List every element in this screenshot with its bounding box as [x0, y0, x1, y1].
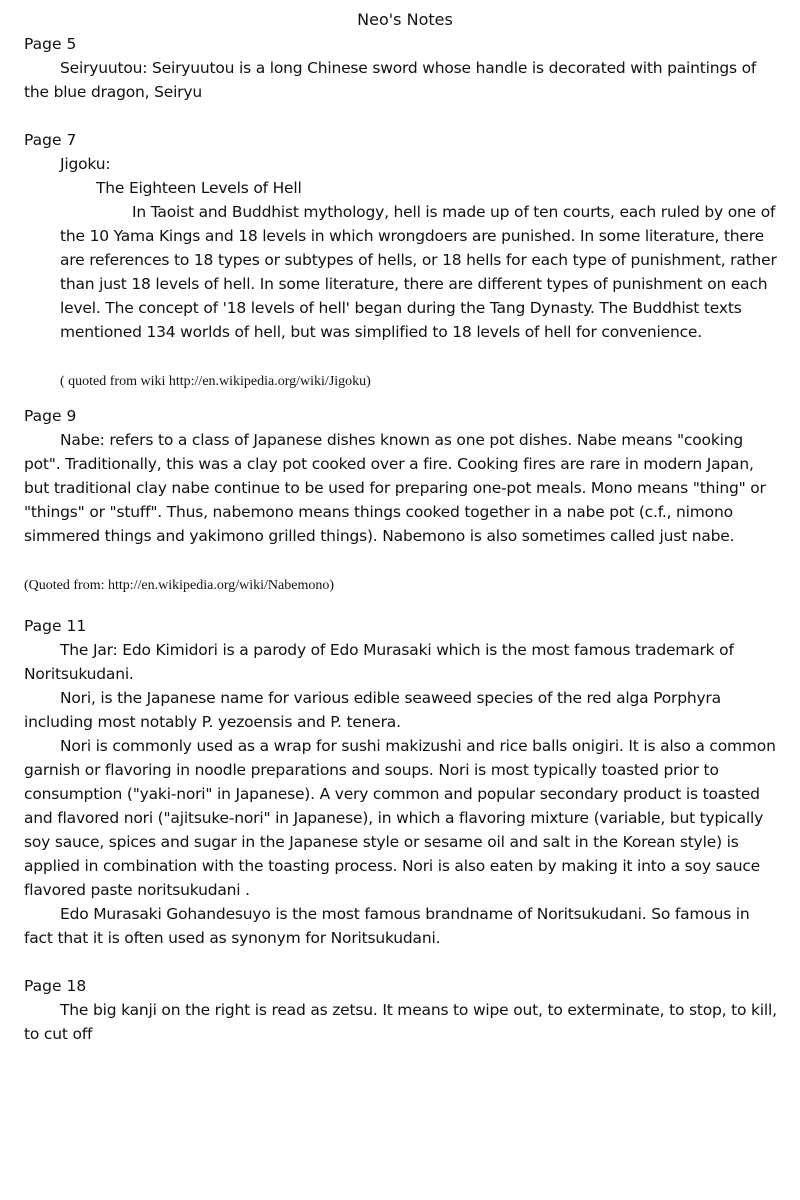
note-nori-definition: Nori, is the Japanese name for various edible seaweed species of the red alga Porphyra including most notably P. yezoensis and P. tenera. [24, 689, 721, 731]
note-jar-edo-kimidori: The Jar: Edo Kimidori is a parody of Edo Murasaki which is the most famous trademark of Noritsukudani. [24, 641, 734, 683]
section-heading-page-11: Page 11 [24, 617, 87, 635]
note-term-jigoku: Jigoku: [60, 155, 111, 173]
note-nori-usage: Nori is commonly used as a wrap for sushi makizushi and rice balls onigiri. It is also a common garnish or flavoring in noodle preparations and soups. Nori is most typically toasted prior to consumption ("yaki-nori" in Japanese). A very common and popular secondary product is toasted and flavored nori ("ajitsuke-nori" in Japanese), in which a flavoring mixture (variable, but typically soy sauce, spices and sugar in the Japanese style or sesame oil and salt in the Korean style) is applied in combination with the toasting process. Nori is also eaten by making it into a soy sauce flavored paste noritsukudani . [24, 737, 776, 899]
section-heading-page-18: Page 18 [24, 977, 87, 995]
note-nabe: Nabe: refers to a class of Japanese dishes known as one pot dishes. Nabe means "cooking pot". Traditionally, this was a clay pot cooked over a fire. Cooking fires are rare in modern Japan, but traditional clay nabe continue to be used for preparing one-pot meals. Mono means "thing" or "things" or "stuff". Thus, nabemono means things cooked together in a nabe pot (c.f., nimono simmered things and yakimono grilled things). Nabemono is also sometimes called just nabe. [24, 431, 766, 545]
document-title: Neo's Notes [357, 10, 453, 29]
note-edo-murasaki: Edo Murasaki Gohandesuyo is the most famous brandname of Noritsukudani. So famous in fact that it is often used as synonym for Noritsukudani. [24, 905, 750, 947]
note-zetsu-kanji: The big kanji on the right is read as zetsu. It means to wipe out, to exterminate, to stop, to kill, to cut off [24, 1001, 777, 1043]
quote-source-nabemono: (Quoted from: http://en.wikipedia.org/wiki/Nabemono) [24, 578, 335, 593]
section-heading-page-7: Page 7 [24, 131, 77, 149]
note-jigoku-text: In Taoist and Buddhist mythology, hell is made up of ten courts, each ruled by one of the 10 Yama Kings and 18 levels in which wrongdoers are punished. In some literature, there are references to 18 types or subtypes of hells, or 18 hells for each type of punishment, rather than just 18 levels of hell. In some literature, there are different types of punishment on each level. The concept of '18 levels of hell' began during the Tang Dynasty. The Buddhist texts mentioned 134 worlds of hell, but was simplified to 18 levels of hell for convenience. [60, 203, 777, 341]
section-heading-page-5: Page 5 [24, 35, 77, 53]
note-seiryuutou: Seiryuutou: Seiryuutou is a long Chinese sword whose handle is decorated with paintings of the blue dragon, Seiryu [24, 59, 757, 101]
quote-source-jigoku: ( quoted from wiki http://en.wikipedia.org/wiki/Jigoku) [60, 374, 371, 389]
note-subheading-eighteen-levels: The Eighteen Levels of Hell [96, 179, 302, 197]
section-heading-page-9: Page 9 [24, 407, 77, 425]
